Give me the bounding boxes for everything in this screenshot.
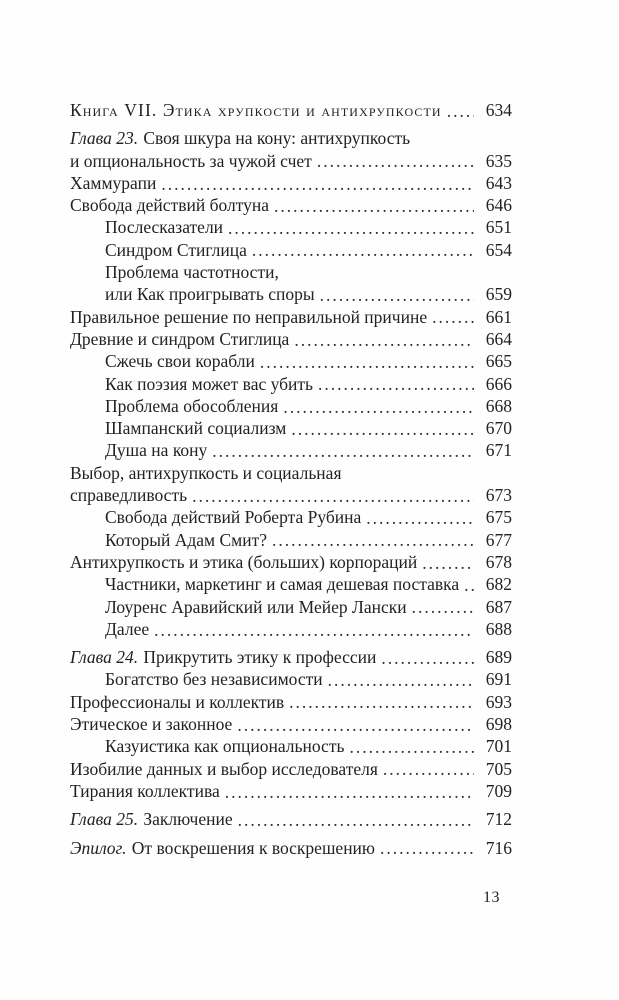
toc-entry-title: Который Адам Смит? (105, 529, 268, 550)
toc-entry-title: Антихрупкость и этика (больших) корпораций (70, 551, 418, 572)
toc-entry-page-number: 670 (485, 418, 512, 439)
toc-entry-page-number: 643 (485, 172, 512, 193)
toc-entry-title: Шампанский социализм (105, 418, 287, 439)
toc-entry[interactable] (70, 350, 512, 372)
toc-entry-page-number: 682 (485, 574, 512, 595)
toc-entry-page-number: 635 (485, 150, 512, 171)
toc-entry-title: Богатство без независимости (105, 669, 323, 690)
toc-entry-page-number: 668 (485, 395, 512, 416)
toc-entry-page-number: 712 (485, 809, 512, 830)
toc-entry-page-number: 666 (485, 373, 512, 394)
toc-entry[interactable] (70, 328, 512, 350)
toc-entry-title: Заключение (143, 809, 233, 830)
toc-entry-title: Профессионалы и коллектив (70, 691, 285, 712)
toc-entry-chapter-prefix: Эпилог. (70, 837, 127, 858)
toc-entry-title: и опциональность за чужой счет (70, 150, 312, 171)
toc-entry-chapter-prefix: Глава 23. (70, 128, 139, 149)
toc-entry[interactable] (70, 837, 512, 859)
toc-entry-page-number: 716 (485, 837, 512, 858)
toc-entry[interactable] (70, 216, 512, 238)
toc-entry-title: Этическое и законное (70, 714, 233, 735)
toc-entry-title: Своя шкура на кону: антихрупкость (143, 128, 411, 149)
toc-entry-title: Синдром Стиглица (105, 239, 247, 260)
toc-entry-page-number: 665 (485, 351, 512, 372)
toc-entry-title: или Как проигрывать споры (105, 284, 315, 305)
toc-entry-title: Проблема обособления (105, 395, 279, 416)
toc-entry[interactable] (70, 529, 512, 551)
toc-entry-title: Лоуренс Аравийский или Мейер Лански (105, 596, 407, 617)
toc-entry[interactable] (70, 283, 512, 305)
toc-entry[interactable] (70, 373, 512, 395)
toc-entry-page-number: 701 (485, 736, 512, 757)
toc-entry-page-number: 646 (485, 195, 512, 216)
toc-entry-title: Свобода действий болтуна (70, 195, 270, 216)
toc-entry[interactable] (70, 127, 512, 149)
toc-entry-page-number: 705 (485, 758, 512, 779)
toc-entry[interactable] (70, 99, 512, 121)
toc-entry-title: Казуистика как опциональность (105, 736, 345, 757)
toc-entry-title: Душа на кону (105, 440, 208, 461)
toc-entry-title: Прикрутить этику к профессии (143, 647, 377, 668)
toc-entry-page-number: 634 (485, 100, 512, 120)
toc-entry[interactable] (70, 713, 512, 735)
toc-entry-page-number: 671 (485, 440, 512, 461)
toc-entry-page-number: 678 (485, 551, 512, 572)
toc-entry-title: Послесказатели (105, 217, 224, 238)
toc-entry-title: Книга VII. Этика хрупкости и антихрупкости (70, 100, 442, 120)
toc-entry[interactable] (70, 172, 512, 194)
toc-entry-page-number: 709 (485, 780, 512, 801)
toc-entry[interactable] (70, 484, 512, 506)
toc-entry-page-number: 691 (485, 669, 512, 690)
toc-entry[interactable] (70, 506, 512, 528)
toc-entry-title: От воскрешения к воскрешению (131, 837, 375, 858)
toc-entry[interactable] (70, 808, 512, 830)
toc-entry[interactable] (70, 596, 512, 618)
toc-entry[interactable] (70, 306, 512, 328)
toc-entry-page-number: 688 (485, 618, 512, 639)
toc-entry-title: Выбор, антихрупкость и социальная (70, 462, 342, 483)
toc-entry[interactable] (70, 239, 512, 261)
toc-entry[interactable] (70, 646, 512, 668)
toc-entry[interactable] (70, 735, 512, 757)
toc-entry-title: Правильное решение по неправильной причине (70, 306, 428, 327)
toc-entry[interactable] (70, 417, 512, 439)
toc-entry-title: Далее (105, 618, 150, 639)
toc-entry-page-number: 661 (485, 306, 512, 327)
toc-entry-page-number: 664 (485, 328, 512, 349)
toc-entry-page-number: 654 (485, 239, 512, 260)
toc-entry[interactable] (70, 462, 512, 484)
toc-entry-title: Свобода действий Роберта Рубина (105, 507, 362, 528)
toc-entry-title: Тирания коллектива (70, 780, 220, 801)
toc-entry-title: Частники, маркетинг и самая дешевая поставка (105, 574, 460, 595)
toc-list (70, 99, 512, 859)
toc-entry-page-number: 659 (485, 284, 512, 305)
toc-entry[interactable] (70, 551, 512, 573)
toc-entry-title: Сжечь свои корабли (105, 351, 255, 372)
toc-entry[interactable] (70, 573, 512, 595)
toc-entry[interactable] (70, 758, 512, 780)
toc-entry[interactable] (70, 439, 512, 461)
toc-entry-title: справедливость (70, 485, 188, 506)
toc-entry-title: Проблема частотности, (105, 262, 279, 283)
toc-entry-chapter-prefix: Глава 25. (70, 809, 139, 830)
toc-entry[interactable] (70, 261, 512, 283)
toc-entry-page-number: 677 (485, 529, 512, 550)
toc-entry-page-number: 675 (485, 507, 512, 528)
toc-entry[interactable] (70, 395, 512, 417)
toc-entry-page-number: 687 (485, 596, 512, 617)
toc-entry[interactable] (70, 194, 512, 216)
toc-entry-title: Хаммурапи (70, 172, 157, 193)
toc-entry-page-number: 698 (485, 714, 512, 735)
toc-entry-chapter-prefix: Глава 24. (70, 647, 139, 668)
toc-entry-page-number: 673 (485, 485, 512, 506)
toc-entry[interactable] (70, 691, 512, 713)
toc-entry-title: Древние и синдром Стиглица (70, 328, 290, 349)
toc-entry-page-number: 689 (485, 647, 512, 668)
toc-entry[interactable] (70, 150, 512, 172)
toc-entry[interactable] (70, 668, 512, 690)
toc-entry-page-number: 651 (485, 217, 512, 238)
toc-entry[interactable] (70, 780, 512, 802)
toc-entry[interactable] (70, 618, 512, 640)
toc-entry-page-number: 693 (485, 691, 512, 712)
toc-entry-title: Как поэзия может вас убить (105, 373, 314, 394)
page-number-folio: 13 (483, 889, 500, 906)
toc-entry-title: Изобилие данных и выбор исследователя (70, 758, 378, 779)
